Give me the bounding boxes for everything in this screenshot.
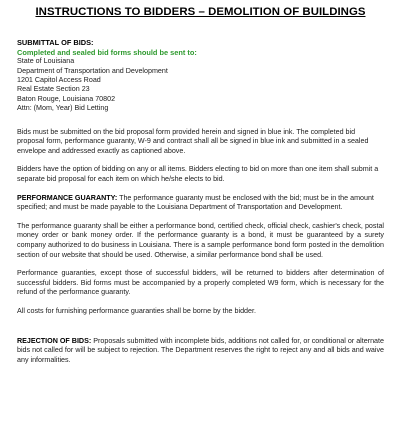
submittal-section xyxy=(17,38,384,114)
performance-guaranty-paragraph xyxy=(17,194,384,213)
address-line: Department of Transportation and Development xyxy=(17,66,168,75)
address-line: Real Estate Section 23 xyxy=(17,85,90,94)
paragraph-bidding-options: Bidders have the option of bidding on any or all items. Bidders electing to bid on more than one item shall submit a separate bid proposal for each item on which he/she elects to bid. xyxy=(17,165,379,183)
paragraph-guaranty-costs: All costs for furnishing performance guaranties shall be borne by the bidder. xyxy=(17,306,256,315)
address-line: State of Louisiana xyxy=(17,57,75,66)
address-line: Attn: (Mom, Year) Bid Letting xyxy=(17,104,109,113)
paragraph-guaranty-forms: The performance guaranty shall be either a performance bond, certified check, official check, cashier's check, postal money order or bank money order. If the performance guaranty is a bond, it must be guaranteed by a surety company authorized to do business in Louisiana. There is a sample performance bond form posted in the demolition section of our website that should be used. Otherwise, a similar performance bond shall be used. xyxy=(17,221,384,259)
submittal-instruction: Completed and sealed bid forms should be sent to: xyxy=(17,47,197,57)
submittal-heading: SUBMITTAL OF BIDS: xyxy=(17,38,94,47)
performance-guaranty-heading: PERFORMANCE GUARANTY: xyxy=(17,193,118,202)
address-line: 1201 Capitol Access Road xyxy=(17,76,101,84)
rejection-heading: REJECTION OF BIDS: xyxy=(17,336,92,345)
paragraph-submission-requirements: Bids must be submitted on the bid proposal form provided herein and signed in blue ink. The completed bid proposal form, performance guaranty, W-9 and contract shall all be signed in blue ink and submitted in a sealed envelope and addressed exactly as captioned above. xyxy=(17,127,369,155)
paragraph-guaranty-return: Performance guaranties, except those of successful bidders, will be returned to bidders after determination of successful bidders. Bid forms must be accompanied by a properly completed W9 form, which is necessary for the refund of the performance guaranty. xyxy=(17,269,384,297)
performance-guaranty-text: The performance guaranty must be enclosed with the bid; must be in the amount specified; and must be made payable to the Louisiana Department of Transportation and Development. xyxy=(17,193,374,212)
address-line: Baton Rouge, Louisiana 70802 xyxy=(17,94,116,103)
rejection-text: Proposals submitted with incomplete bids, additions not called for, or conditional or alternate bids not called for will be subject to rejection. The Department reserves the right to reject any and all bids and waive any informalities. xyxy=(17,336,384,364)
mailing-address xyxy=(17,57,384,113)
rejection-paragraph xyxy=(17,337,384,366)
document-title: INSTRUCTIONS TO BIDDERS – DEMOLITION OF BUILDINGS xyxy=(35,6,366,18)
